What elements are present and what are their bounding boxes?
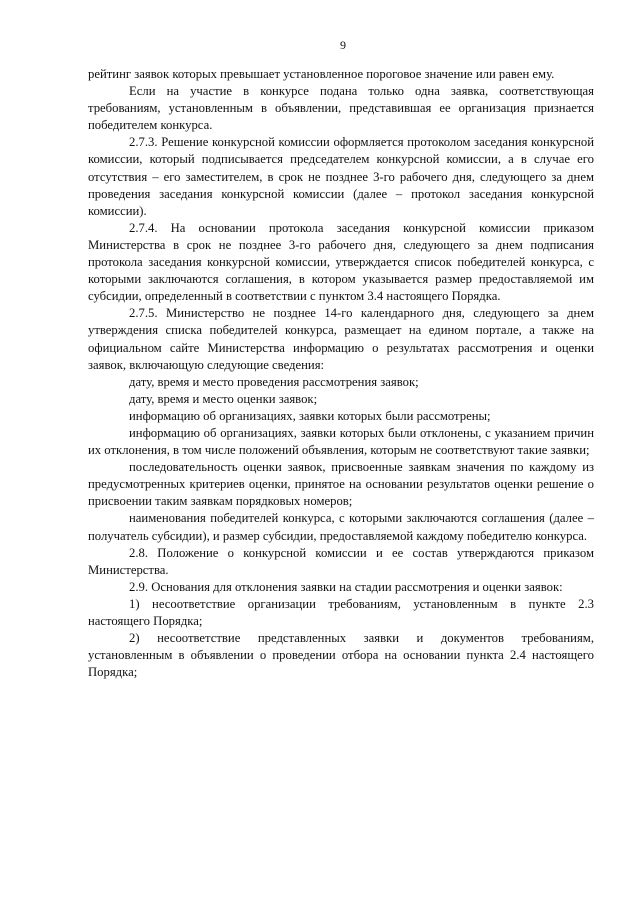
paragraph: рейтинг заявок которых превышает установленное пороговое значение или равен ему. [88, 67, 555, 81]
list-item: последовательность оценки заявок, присвоенные заявкам значения по каждому из предусмотренных критериев оценки, принятое на основании результатов оценки решение о присвоении таким заявкам порядковых номеров; [88, 460, 594, 509]
list-item: дату, время и место оценки заявок; [129, 391, 318, 406]
paragraph: 2.7.3. Решение конкурсной комиссии оформляется протоколом заседания конкурсной комиссии, который подписывается председателем конкурсной комиссии, а в случае его отсутствия – его заместителем, в срок не позднее 3-го рабочего дня, следующего за днем проведения заседания конкурсной комиссии (далее – протокол заседания конкурсной комиссии). [88, 135, 594, 218]
body-text [88, 66, 594, 681]
paragraph: 2.8. Положение о конкурсной комиссии и ее состав утверждаются приказом Министерства. [88, 545, 594, 577]
list-item: информацию об организациях, заявки которых были отклонены, с указанием причин их отклонения, в том числе положений объявления, которым не соответствуют такие заявки; [88, 425, 594, 458]
list-item: наименования победителей конкурса, с которыми заключаются соглашения (далее – получатель субсидии), и размер субсидии, предоставляемой каждому победителю конкурса. [88, 511, 594, 543]
paragraph: Если на участие в конкурсе подана только одна заявка, соответствующая требованиям, установленным в объявлении, представившая ее организация признается победителем конкурса. [88, 84, 594, 133]
list-item: информацию об организациях, заявки которых были рассмотрены; [129, 408, 491, 423]
paragraph: 2.7.4. На основании протокола заседания конкурсной комиссии приказом Министерства в срок не позднее 3-го рабочего дня, следующего за днем подписания протокола заседания конкурсной комиссии, утверждается список победителей конкурса, с которыми заключаются соглашения, в котором указывается размер предоставляемой им субсидии, определенный в соответствии с пунктом 3.4 настоящего Порядка. [88, 220, 594, 304]
paragraph: 2.9. Основания для отклонения заявки на стадии рассмотрения и оценки заявок: [129, 579, 563, 594]
list-item: 1) несоответствие организации требованиям, установленным в пункте 2.3 настоящего Порядка; [88, 596, 594, 628]
paragraph: 2.7.5. Министерство не позднее 14-го календарного дня, следующего за днем утверждения списка победителей конкурса, размещает на едином портале, а также на официальном сайте Министерства информацию о результатах рассмотрения и оценки заявок, включающую следующие сведения: [88, 306, 594, 372]
list-item: дату, время и место проведения рассмотрения заявок; [129, 374, 419, 389]
page-number: 9 [340, 38, 346, 52]
list-item: 2) несоответствие представленных заявки и документов требованиям, установленным в объявлении о проведении отбора на основании пункта 2.4 настоящего Порядка; [88, 631, 594, 680]
